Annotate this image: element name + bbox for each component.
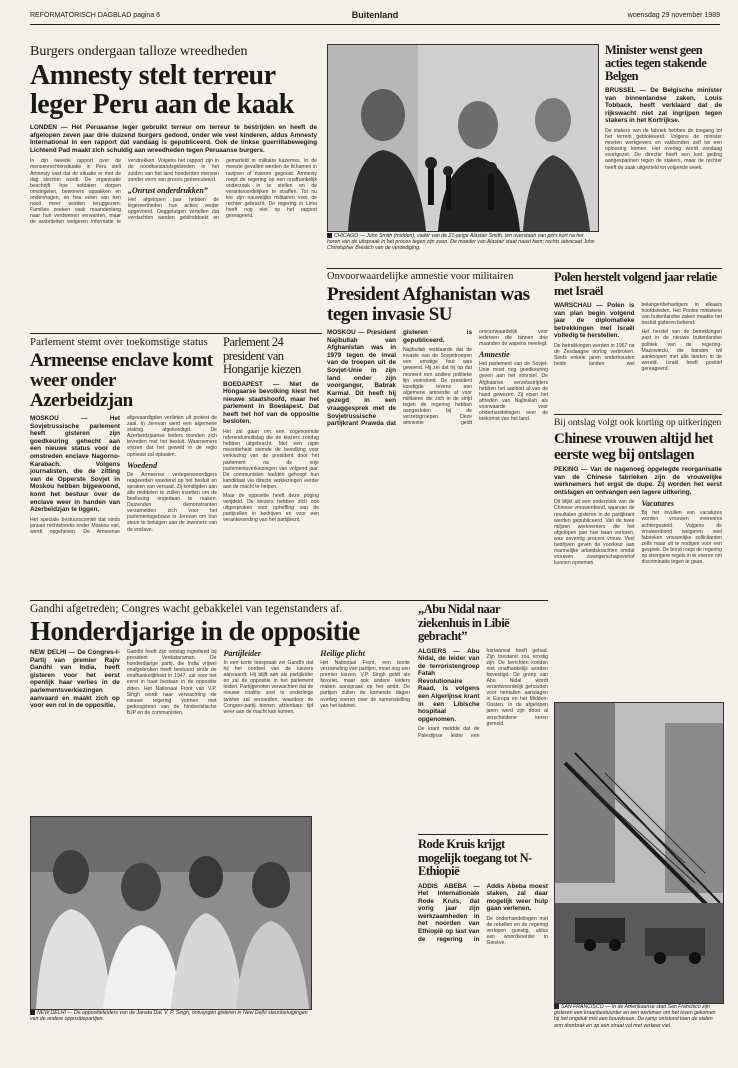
body-text: Najibullah verklaarde dat de invasie van de Sovjettroepen een ernstige fout was geweest. Hij zei dat hij op dat moment een andere politieke lijn voorstond. De president kondigde tevens een algemene amnestie af voor militairen die zich in de strijd tegen de regering hebben aangesloten bij de verzetsgroepen. Deze amnestie geldt onvoorwaardelijk voor iedereen die binnen drie maanden de wapens neerlegt. (403, 329, 548, 427)
press-conference-photo (328, 45, 598, 231)
article-headline: Minister wenst geen acties tegen stakende Belgen (605, 44, 707, 83)
headline-line-2: weer onder Azerbeidzjan (30, 370, 133, 411)
subhead: Amnestie (479, 350, 510, 360)
article-body (554, 499, 722, 567)
body-text: De stakers van de fabriek hebben de toegang tot het terrein geblokkeerd. Volgens de minister moeten werkgevers en vakbonden zelf tot een oplossing komen. Het overleg wordt vandaag voortgezet. De directie heeft een kort geding aangespannen tegen de stakers, maar de rechter heeft de zaak uitgesteld tot volgende week. (605, 127, 722, 171)
photo-caption-new-delhi (30, 1010, 310, 1034)
body-text: In zijn tweede rapport over de mensenrechtensituatie in Peru stelt Amnesty vast dat de situatie er met de dag slechter wordt. De organisatie beschrijft hoe soldaten dorpen omsingelen, bewoners oppakken en ondervragen, en hoe velen van hen nooit meer worden teruggezien. Families zoeken vaak maandenlang naar hun verdwenen verwanten, maar de autoriteiten weigeren informatie te verstrekken. Volgens het rapport zijn in de noodtoestandsgebieden in het zuiden van het land honderden mensen zonder vorm van proces geëxecuteerd. (30, 158, 219, 226)
article-lead: NEW DELHI — De Congres-I-Partij van premier Rajiv Gandhi van India, heeft gisteren voor het eerst openlijk haar verlies in de parlementsverkiezingen aanvaard en maakt zich op voor een rol in de oppositie. (30, 649, 120, 710)
photo-chicago-press (327, 44, 599, 232)
article-china (554, 418, 722, 600)
caption-text: NEW DELHI — De oppositieleiders van de Janata Dal, V. P. Singh, ontvangen gisteren in New Delhi steunbetuigingen van de andere oppositiepartijen. (30, 1010, 308, 1023)
article-kicker: Burgers ondergaan talloze wreedheden (30, 44, 248, 59)
crane-accident-photo (555, 703, 723, 1003)
subhead: Woedend (127, 460, 158, 470)
article-headline: Polen herstelt volgend jaar relatie met Israël (554, 271, 717, 298)
body-text: Het afgelopen jaar hebben de legereenheden hun acties verder opgevoerd. Ooggetuigen vertellen dat verdachten werden geblinddoekt en gemarteld in militaire kazernes. In de meeste gevallen werden de lichamen in ravijnen of rivieren gegooid. Amnesty roept de regering op een onafhankelijk onderzoek in te stellen en de verantwoordelijken te straffen. Tot nu toe zijn nauwelijks militairen voor de rechter gebracht. De regering in Lima heeft nog niet op het rapport gereageerd. (128, 158, 317, 222)
article-minister (605, 44, 722, 266)
body-text: De onderhandelingen met de rebellen en de regering verlopen gunstig, aldus een woordvoerder in Genève. (486, 915, 548, 947)
article-headline: Honderdjarige in de oppositie (30, 616, 360, 646)
article-peru (30, 44, 317, 330)
article-headline: President Afghanistan was tegen invasie SU (327, 284, 530, 325)
article-body (30, 649, 410, 716)
article-hungary (223, 336, 319, 583)
photo-caption-chicago (327, 233, 597, 265)
caption-marker-icon (30, 1010, 35, 1015)
article-headline (30, 61, 317, 119)
body-text: Het parlement van de Sovjet-Unie moet nog goedkeuring geven aan het voorstel. De Afghaanse verzetsstrijders hebben het aanbod al van de hand gewezen. Zij eisen het aftreden van Najibullah als voorwaarde voor onderhandelingen over de toekomst van het land. (479, 361, 548, 423)
article-abu-nidal (418, 603, 548, 831)
article-kicker: Bij ontslag volgt ook korting op uitkeringen (554, 418, 722, 428)
article-kicker: Parlement stemt over toekomstige status (30, 336, 208, 348)
body-text: In een korte toespraak zei Gandhi dat hij het oordeel van de kiezers aanvaardt. Hij blijft aan als partijleider en zal de oppositie in het parlement leiden. Partijgenoten verwachten dat de nieuwe coalitie snel in onderlinge twisten zal verzanden, waardoor de Congres-partij binnen afzienbare tijd weer aan de macht kan komen. (223, 660, 314, 715)
article-lead: BRUSSEL — De Belgische minister van binnenlandse zaken, Louis Tobback, heeft verklaard dat de rijkswacht niet zal ingrijpen tegen stakers in het Kortrijkse. (605, 87, 722, 125)
article-lead: MOSKOU — President Najibullah van Afghanistan was in 1979 tegen de inval van de troepen uit de Sovjet-Unie in zijn land onder zijn voorganger, Babrak Karmal. Dit heeft hij gezegd in een vraaggesprek met de Sovjetrussische partijkrant Prawda dat gisteren is gepubliceerd. (327, 329, 472, 428)
article-body (30, 158, 317, 225)
headline-line-1: Amnesty stelt terreur (30, 60, 276, 91)
header-paper-name: REFORMATORISCH DAGBLAD pagina 6 (30, 12, 161, 19)
body-text: Het herstel van de betrekkingen past in de nieuwe buitenlandse politiek van de regering-Mazowiecki, die banden wil aanknopen met alle landen in de wereld. Israël heeft positief gereageerd. (641, 329, 722, 372)
article-kicker: Onvoorwaardelijke amnestie voor militairen (327, 271, 514, 282)
subhead: Vacatures (641, 499, 674, 509)
body-text: Het speciale bestuurscomité dat sinds januari rechtstreeks onder Moskou viel, wordt opgeheven. De Armeense afgevaardigden verlieten uit protest de zaal. In Jerevan werd een algemene staking afgekondigd. De Azerbeidzjaanse leiders toonden zich tevreden met het besluit. Waarnemers vrezen dat het geweld in de regio opnieuw zal oplaaien. (30, 415, 217, 535)
article-poland-israel (554, 271, 722, 411)
article-lead: WARSCHAU — Polen is van plan begin volgend jaar de diplomatieke betrekkingen met Israël volledig te herstellen. (554, 302, 635, 340)
headline-line-1: Armeense enclave komt (30, 350, 213, 371)
article-headline: Chinese vrouwen altijd het eerste weg bij ontslagen (554, 431, 713, 463)
photo-san-francisco (554, 702, 724, 1004)
body-text: De betrekkingen werden in 1967 na de Zesdaagse oorlog verbroken. Sinds enkele jaren onderhouden beide landen wel belangenbehartigers in elkaars hoofdsteden. Het Poolse ministerie van buitenlandse zaken maakte het besluit gisteren bekend. (554, 302, 722, 368)
divider (418, 834, 548, 835)
article-body (418, 883, 548, 947)
article-afghanistan (327, 271, 548, 597)
subhead: Heilige plicht (320, 649, 365, 658)
page-header (30, 10, 720, 25)
body-text: Bij het invullen van vacatures worden vrouwen eveneens achtergesteld. Volgens de vrouwenbond weigeren veel fabrieken vrouwelijke sollicitanten zelfs maar uit te nodigen voor een gesprek. De bond roept de regering op strengere regels in te voeren om discriminatie tegen te gaan. (641, 510, 722, 566)
header-section: Buitenland (351, 10, 399, 20)
article-headline (30, 351, 217, 411)
divider (30, 600, 548, 601)
article-lead: BOEDAPEST — Niet de Hongaarse bevolking kiest het nieuwe staatshoofd, maar het parlement in Boedapest. Dat heeft het hof van de oppositie besloten. (223, 380, 319, 426)
article-body (327, 329, 548, 428)
article-body (554, 302, 722, 372)
divider (30, 333, 322, 334)
crowd-photo (31, 817, 311, 1009)
subhead: Partijleider (223, 649, 261, 658)
headline-line-2: leger Peru aan de kaak (30, 89, 294, 120)
body-text: De krant meldde dat de Palestijnse leider een hartaanval heeft gehad. Zijn toestand zou ernstig zijn. De berichten konden niet onafhankelijk worden bevestigd. De groep van Abu Nidal wordt verantwoordelijk gehouden voor tientallen aanslagen in Europa en het Midden-Oosten. In de afgelopen jaren werd zijn dood al verscheidene keren gemeld. (418, 647, 548, 739)
article-armenia (30, 336, 217, 583)
article-lead: ALGIERS — Abu Nidal, de leider van de terroristengroep Fatah Revolutionaire Raad, is volgens een Algerijnse krant in een Libische hospitaal opgenomen. (418, 647, 480, 723)
article-kicker: Gandhi afgetreden; Congres wacht gebakkelei van tegenstanders af. (30, 603, 343, 615)
article-lead: MOSKOU — Het Sovjetrussische parlement heeft gisteren zijn goedkeuring gehecht aan een nieuwe status voor de omstreden enclave Nagorno-Karabach. Volgens journalisten, die de zitting van de Opperste Sovjet in Moskou hebben bijgewoond, komt het bestuur over de enclave weer in handen van Azerbeidzjan te liggen. (30, 415, 120, 514)
article-body (30, 415, 217, 535)
body-text: De Armeense vertegenwoordigers reageerden woedend op het besluit en spraken van verraad. Zij kondigden aan alle middelen te zullen inzetten om de beslissing ongedaan te maken. Duizenden demonstranten verzamelden zich voor het parlementsgebouw in Jerevan om hun steun te betuigen aan de inwoners van de enclave. (127, 471, 217, 533)
article-red-cross (418, 838, 548, 1018)
article-gandhi (30, 603, 410, 813)
caption-marker-icon (327, 233, 332, 238)
caption-text: CHICAGO — John Smith (midden), vader van de 21-jarige Alastair Smith, ten overstaan van pers kort na het horen van de uitspraak in het proces tegen zijn zoon. De moeder van Alastair staat naast hem; rechts advocaat John Christopher Breslich van de verdediging. (327, 233, 595, 252)
body-text: Dit blijkt uit een onderzoek van de Chinese vrouwenbond, waarvan de resultaten gisteren in de partijkrant werden gepubliceerd. Van de twee miljoen werknemers die het afgelopen jaar hun baan verloren, was zeventig procent vrouw. Veel bedrijven geven de voorkeur aan mannelijke arbeidskrachten omdat vrouwen zwangerschapsverlof kunnen opnemen. (554, 499, 635, 567)
divider (327, 268, 722, 269)
article-headline: „Abu Nidal naar ziekenhuis in Libië gebracht” (418, 603, 510, 643)
article-body (418, 648, 548, 739)
article-headline: Parlement 24 president van Hongarije kiezen (223, 336, 301, 376)
body-text: Gandhi heeft zijn ontslag ingediend bij president Venkataraman. De honderdjarige partij, die India vrijwel onafgebroken heeft bestuurd sinds de onafhankelijkheid in 1947, zal voor het eerst in haar bestaan in de oppositie zitten. Het Nationaal Front van V.P. Singh wordt naar verwachting de nieuwe regering vormen met gedoogsteun van de hindoeïstische BJP en de communisten. (126, 649, 217, 716)
subhead: „Onrust onderdrukken” (128, 185, 208, 195)
article-lead: LONDEN — Het Peruaanse leger gebruikt terreur om terreur te bestrijden en heeft de afgelopen zeven jaar drie duizend burgers gedood, onder wie veel kinderen, aldus Amnesty International in een rapport dat vandaag is gepubliceerd. Ook de linkse guerrillabeweging Lichtend Pad maakt zich schuldig aan wreedheden tegen Peruaanse burgers. (30, 124, 317, 154)
caption-text: SAN FRANCISCO — In de Amerikaanse stad San Francisco zijn gisteren een kraanbestuurder en een werkman om het leven gekomen bij het ongeluk met een bouwkraan. De ramp ontstond toen de stalen arm doorbrak en op een straat vol met verkeer viel. (554, 1004, 716, 1029)
caption-marker-icon (554, 1004, 559, 1009)
article-lead: PEKING — Van de nagenoeg opgelegde reorganisatie van de Chinese fabrieken zijn de vrouwelijke werknemers het ergst de dupe. Zij worden het eerst ontslagen en ontvangen een lagere uitkering. (554, 466, 722, 496)
body-text: Het zal gaan om een zogenoemde referendumuitslag die de kiezers zondag hebben uitgebracht. Met een nipte meerderheid stemde de bevolking voor verkiezing van de president door het parlement na de vrije parlementsverkiezingen van volgend jaar. De communisten hadden gehoopt hun kandidaat via directe verkiezingen eerder aan de macht te helpen. (223, 429, 319, 490)
photo-caption-san-francisco (554, 1004, 722, 1048)
body-text: Maar de oppositie heeft deze poging verijdeld. De kiezers hebben zich ook uitgesproken voor opheffing van de partijcellen in bedrijven en voor een verantwoording van het partijbezit. (223, 493, 319, 524)
header-date: woensdag 29 november 1989 (627, 12, 720, 19)
article-lead: ADDIS ABEBA — Het Internationale Rode Kruis, dat vorig jaar zijn werkzaamheden in het noorden van Ethiopië op last van de regering in Addis Abeba moest staken, zal daar mogelijk weer hulp gaan verlenen. (418, 882, 548, 943)
divider (554, 414, 722, 415)
body-text: Het Nationaal Front, een bonte verzameling van partijen, moet nog een premier kiezen. V.P. Singh geldt als favoriet, maar ook andere leiders maken aanspraak op het ambt. De partijen zullen de komende dagen overleg voeren over de samenstelling van het kabinet. (320, 660, 410, 709)
article-headline: Rode Kruis krijgt mogelijk toegang tot N-Ethiopië (418, 838, 532, 878)
photo-new-delhi (30, 816, 312, 1010)
